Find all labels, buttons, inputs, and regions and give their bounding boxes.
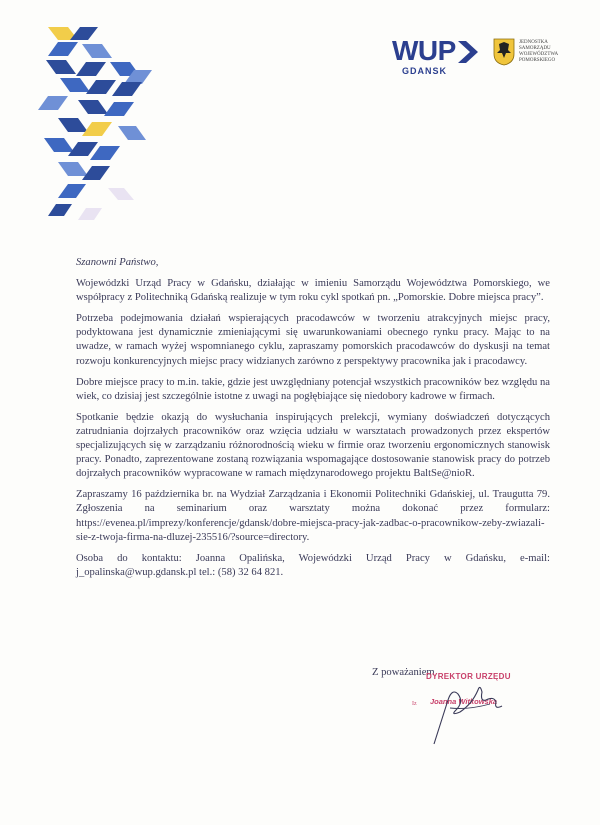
stamp-mark: Iz [412, 701, 417, 707]
org-name-line: WOJEWÓDZTWA [519, 52, 559, 57]
coat-of-arms-icon [493, 38, 515, 66]
paragraph-contact: Osoba do kontaktu: Joanna Opalińska, Wojewódzki Urząd Pracy w Gdańsku, e-mail: j_opalinska@wup.gdansk.pl tel.: (58) 32 64 821. [76, 552, 550, 578]
letter-body [76, 256, 550, 587]
paragraph-need: Potrzeba podejmowania działań wspierających pracodawców w tworzeniu atrakcyjnych miejsc pracy, podyktowana jest dynamicznie zmieniającymi się uwarunkowaniami obecnego rynku pracy. Mając to na uwadze, w ramach wyżej wspomnianego cyklu, zapraszamy pomorskich pracodawców do dyskusji na temat rozwoju konkurencyjnych miejsc pracy widzianych zarówno z perspektywy pracownika jak i pracodawcy. [76, 313, 550, 367]
org-name [519, 40, 579, 64]
org-name-line: POMORSKIEGO [519, 58, 556, 63]
org-name-line: JEDNOSTKA [519, 40, 548, 45]
signature [420, 680, 520, 750]
salutation: Szanowni Państwo, [76, 257, 159, 268]
arrow-icon [456, 39, 482, 65]
wup-logo-city: GDANSK [402, 66, 448, 76]
paragraph-invitation: Zapraszamy 16 października br. na Wydział Zarządzania i Ekonomii Politechniki Gdańskiej, ul. Traugutta 79. Zgłoszenia na seminarium oraz warsztaty można dokonać przez formularz: https://evenea.pl/imprezy/konferencje/gdansk/dobre-miejsca-pracy-jak-zadbac-o-pracownikow-zeby-zwiazali-sie-z-twoja-firma-na-dluzej-235516/?source=directory. [76, 489, 550, 543]
paragraph-meeting: Spotkanie będzie okazją do wysłuchania inspirujących prelekcji, wymiany doświadczeń dotyczących zatrudniania dojrzałych pracowników oraz wzięcia udziału w warsztatach prowadzonych przez ekspertów specjalizujących się w zarządzaniu różnorodnością wieku w firmie oraz tworzeniu ergonomicznych stanowisk pracy. Ponadto, zaprezentowane zostaną rozwiązania wspomagające dostosowanie stanowisk pracy do potrzeb dojrzałych pracowników wypracowane w ramach międzynarodowego projektu BaltSe@nioR. [76, 411, 550, 480]
closing: Z poważaniem [372, 667, 435, 678]
stamp-name: Joanna Witkowska [430, 697, 498, 706]
paragraph-intro: Wojewódzki Urząd Pracy w Gdańsku, działając w imieniu Samorządu Województwa Pomorskiego, we współpracy z Politechniką Gdańską realizuje w tym roku cykl spotkań pn. „Pomorskie. Dobre miejsca pracy”. [76, 278, 550, 304]
stamp-title: DYREKTOR URZĘDU [426, 672, 511, 681]
wup-logo [392, 36, 484, 76]
wup-logo-text: WUP [392, 35, 456, 66]
org-name-line: SAMORZĄDU [519, 46, 551, 51]
decorative-pattern [38, 22, 178, 232]
paragraph-good-workplace: Dobre miejsce pracy to m.in. takie, gdzie jest uwzględniany potencjał wszystkich pracowników bez względu na wiek, co dzisiaj jest szczególnie istotne z uwagi na pogłębiające się niedobory kadrowe w firmach. [76, 376, 550, 402]
